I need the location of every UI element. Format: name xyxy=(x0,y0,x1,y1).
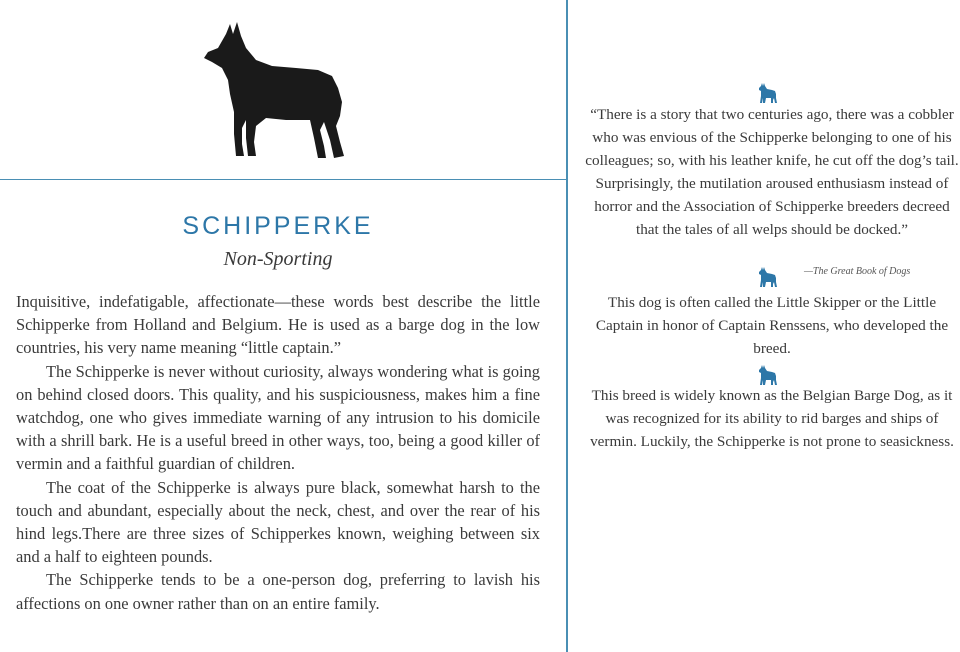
fact-text: This dog is often called the Little Skipper or the Little Captain in honor of Captain Renssens, who developed the breed. xyxy=(595,294,949,357)
fact-block xyxy=(584,384,960,453)
breed-group: Non-Sporting xyxy=(223,248,333,270)
right-page xyxy=(568,0,960,652)
breed-description xyxy=(16,290,540,615)
breed-title: SCHIPPERKE xyxy=(182,212,374,240)
section-divider xyxy=(0,179,566,180)
paragraph: The Schipperke is never without curiosity, always wondering what is going on behind closed doors. This quality, and his suspiciousness, makes him a fine watchdog, one who gives immediate warning of any intrusion to his domicile with a shrill bark. He is a useful breed in other ways, too, being a good killer of vermin and a faithful guardian of children. xyxy=(16,361,540,474)
paragraph: The Schipperke tends to be a one-person dog, preferring to lavish his affections on one owner rather than on an entire family. xyxy=(16,570,540,613)
fact-block xyxy=(584,291,960,360)
paragraph: The coat of the Schipperke is always pure black, somewhat harsh to the touch and abundant, especially about the neck, chest, and over the rear of his hind legs.There are three sizes of Schipperkes known, weighing between six and a half to eighteen pounds. xyxy=(16,477,540,567)
paragraph: Inquisitive, indefatigable, affectionate—these words best describe the little Schipperke from Holland and Belgium. He is used as a barge dog in the low countries, his very name meaning “little captain.” xyxy=(16,292,540,358)
dog-ornament-icon xyxy=(758,364,778,386)
dog-ornament-icon xyxy=(758,82,778,104)
dog-ornament-icon xyxy=(758,266,778,288)
quote-attribution: —The Great Book of Dogs xyxy=(804,266,911,277)
quote-block xyxy=(584,104,960,241)
fact-text: This breed is widely known as the Belgian Barge Dog, as it was recognized for its ability to rid barges and ships of vermin. Luckily, the Schipperke is not prone to seasickness. xyxy=(590,387,954,450)
dog-silhouette-icon xyxy=(200,20,350,162)
quote-text: “There is a story that two centuries ago, there was a cobbler who was envious of the Schipperke belonging to one of his colleagues; so, with his leather knife, he cut off the dog’s tail. Surprisingly, the mutilation aroused enthusiasm instead of horror and the Association of Schipperke breeders decreed that the tales of all welps should be docked.” xyxy=(585,106,959,238)
